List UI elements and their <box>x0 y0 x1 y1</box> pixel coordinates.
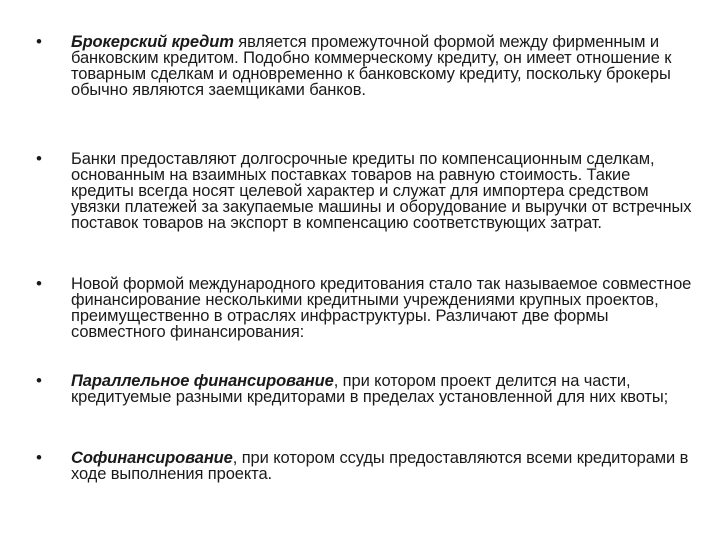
bullet-icon: • <box>36 274 42 293</box>
bullet-text <box>71 450 696 482</box>
bullet-text <box>71 276 696 340</box>
item-text: является промежуточной формой между фирменным и банковским кредитом. Подобно коммерческому кредиту, он имеет отношение к товарным сделкам и одновременно к банковскому кредиту, поскольку брокеры обычно являются заемщиками банков. <box>71 33 672 99</box>
bullet-icon: • <box>36 149 42 168</box>
bullet-icon: • <box>36 371 42 390</box>
bullet-icon: • <box>36 448 42 467</box>
term-broker-credit: Брокерский кредит <box>71 33 234 51</box>
item-text: Банки предоставляют долгосрочные кредиты по компенсационным сделкам, основанным на взаимных поставках товаров на равную стоимость. Такие кредиты всегда носят целевой характер и служат для импортера средством увязки платежей за закупаемые машины и оборудование и выручки от встречных поставок товаров на экспорт в компенсацию соответствующих затрат. <box>71 150 692 232</box>
bullet-icon: • <box>36 32 42 51</box>
item-text: , при котором проект делится на части, кредитуемые разными кредиторами в пределах установленной для них квоты; <box>71 372 669 406</box>
bullet-text <box>71 34 696 98</box>
term-cofinancing: Софинансирование <box>71 449 233 467</box>
item-text: Новой формой международного кредитования стало так называемое совместное финансирование несколькими кредитными учреждениями крупных проектов, преимущественно в отраслях инфраструктуры. Различают две формы совместного финансирования: <box>71 275 692 341</box>
item-text: , при котором ссуды предоставляются всеми кредиторами в ходе выполнения проекта. <box>71 449 689 483</box>
bullet-text <box>71 373 696 405</box>
term-parallel-financing: Параллельное финансирование <box>71 372 334 390</box>
bullet-text <box>71 151 696 231</box>
